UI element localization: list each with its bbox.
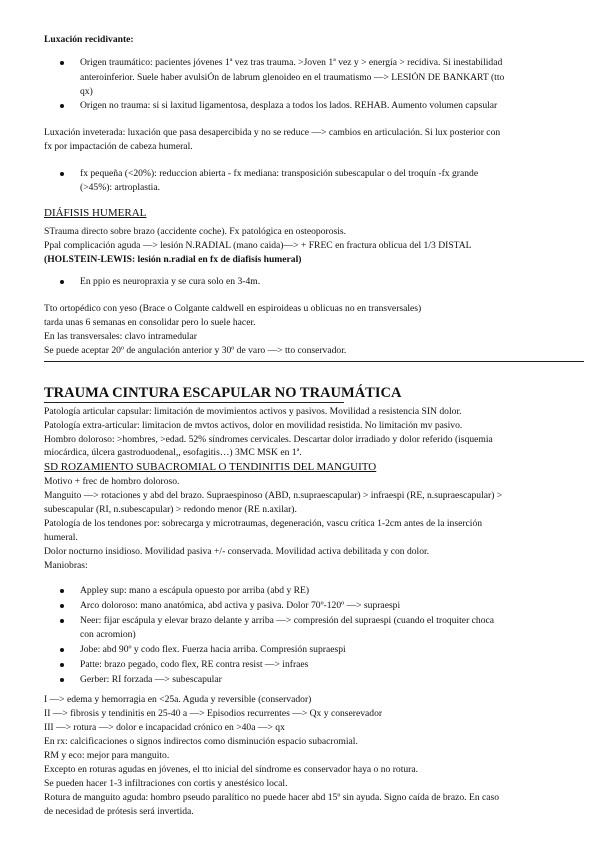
bullet — [60, 604, 64, 608]
text-line: Patología de los tendones por: sobrecarga y microtraumas, degeneración, vascu crítica 1-2cm antes de la inserción — [44, 518, 483, 529]
text-line: II —> fibrosis y tendinitis en 25-40 a —> Episodios recurrentes —> Qx y conserevador — [44, 708, 383, 719]
text-line: (>45%): artroplastia. — [80, 182, 161, 193]
text-line: En ppio es neuropraxia y se cura solo en 3-4m. — [80, 276, 261, 287]
text-line: Luxación inveterada: luxación que pasa desapercibida y no se reduce —> cambios en articulación. Si lux posterior con — [44, 127, 501, 138]
text-line: STrauma directo sobre brazo (accidente coche). Fx patológica en osteoporosis. — [44, 226, 347, 237]
text-line: En las transversales: clavo intramedular — [44, 331, 197, 342]
bullet — [60, 648, 64, 652]
title-underline — [44, 402, 344, 403]
text-line: Ppal complicación aguda —> lesión N.RADIAL (mano caida)—> + FREC en fractura oblicua del 1/3 DISTAL — [44, 240, 472, 251]
text-line: Se puede aceptar 20º de angulación anterior y 30º de varo —> tto conservador. — [44, 345, 347, 356]
divider-line — [44, 361, 584, 362]
bullet — [60, 104, 64, 108]
text-line: Rotura de manguito aguda: hombro pseudo paralítico no puede hacer abd 15º sin ayuda. Signo caída de brazo. En caso — [44, 792, 500, 803]
text-line: Maniobras: — [44, 560, 88, 571]
text-line: Patología extra-articular: limitacion de mvtos activos, dolor en movilidad resistida. No limitación mv pasivo. — [44, 420, 463, 431]
text-line: III —> rotura —> dolor e incapacidad crónico en >40a —> qx — [44, 722, 285, 733]
text-line: humeral. — [44, 532, 78, 543]
bullet — [60, 619, 64, 623]
text-line: Patte: brazo pegado, codo flex, RE contra resist —> infraes — [80, 659, 309, 670]
text-line: En rx: calcificaciones o signos indirectos como disminución espacio subacromial. — [44, 736, 358, 747]
text-line: Dolor nocturno insidioso. Movilidad pasiva +/- conservada. Movilidad activa debilitada y con dolor. — [44, 546, 430, 557]
text-line: tarda unas 6 semanas en consolidar pero lo suele hacer. — [44, 317, 256, 328]
bullet — [60, 663, 64, 667]
section-title-luxacion-recidivante: Luxación recidivante: — [44, 34, 134, 45]
text-line: Hombro doloroso: >hombres, >edad. 52% síndromes cervicales. Descartar dolor irradiado y dolor referido (isquemia — [44, 434, 493, 445]
text-line: Motivo + frec de hombro doloroso. — [44, 476, 180, 487]
subsection-title-sd-rozamiento: SD ROZAMIENTO SUBACROMIAL O TENDINITIS DEL MANGUITO — [44, 461, 377, 473]
text-line: Tto ortopédico con yeso (Brace o Colgante caldwell en espiroideas u oblicuas no en transversales) — [44, 303, 422, 314]
bullet — [60, 61, 64, 65]
text-line: Se pueden hacer 1-3 infiltraciones con cortis y anestésico local. — [44, 778, 288, 789]
bullet — [60, 280, 64, 284]
text-line: (HOLSTEIN-LEWIS: lesión n.radial en fx de diafisis humeral) — [44, 254, 302, 265]
text-line: Neer: fijar escápula y elevar brazo delante y arriba —> compresión del supraespi (cuando el troquiter choca — [80, 615, 495, 626]
text-line: Patología articular capsular: limitación de movimientos activos y pasivos. Movilidad a resistencia SIN dolor. — [44, 406, 462, 417]
text-line: Origen traumático: pacientes jóvenes 1ª vez tras trauma. >Joven 1ª vez y > energía > recidiva. Si inestabilidad — [80, 57, 503, 68]
text-line: miocárdica, úlcera gastroduodenal,, esofagitis…) 3MC MSK en 1ª. — [44, 447, 302, 458]
text-line: subescapular (RI, n.subescapular) > redondo menor (RE n.axilar). — [44, 504, 297, 515]
text-line: Excepto en roturas agudas en jóvenes, el tto inicial del síndrome es conservador haya o no rotura. — [44, 764, 419, 775]
text-line: Jobe: abd 90º y codo flex. Fuerza hacia arriba. Compresión supraespi — [80, 644, 346, 655]
text-line: I —> edema y hemorragia en <25a. Aguda y reversible (conservador) — [44, 694, 312, 705]
text-line: RM y eco: mejor para manguito. — [44, 750, 170, 761]
text-line: fx por impactación de cabeza humeral. — [44, 141, 193, 152]
bullet — [60, 678, 64, 682]
text-line: Manguito —> rotaciones y abd del brazo. Supraespinoso (ABD, n.supraescapular) > infraespi (RE, n.supraescapular) > — [44, 490, 503, 501]
bullet — [60, 589, 64, 593]
text-line: Origen no trauma: si si laxitud ligamentosa, desplaza a todos los lados. REHAB. Aumento volumen capsular — [80, 100, 498, 111]
text-line: de necesidad de prótesis será invertida. — [44, 806, 194, 817]
section-title-trauma-cintura: TRAUMA CINTURA ESCAPULAR NO TRAUMÁTICA — [44, 385, 402, 401]
text-line: qx) — [80, 86, 93, 97]
text-line: Gerber: RI forzada —> subescapular — [80, 674, 222, 685]
section-title-diafisis-humeral: DIÁFISIS HUMERAL — [44, 207, 147, 219]
text-line: Arco doloroso: mano anatómica, abd activa y pasiva. Dolor 70º-120º —> supraespi — [80, 600, 401, 611]
text-line: con acromion) — [80, 629, 136, 640]
text-line: fx pequeña (<20%): reduccion abierta - fx mediana: transposición subescapular o del troquín -fx grande — [80, 168, 479, 179]
text-line: Appley sup: mano a escápula opuesto por arriba (abd y RE) — [80, 585, 310, 596]
text-line: anteroinferior. Suele haber avulsiÓn de labrum glenoideo en el traumatismo —> LESIÓN DE BANKART (tto — [80, 72, 505, 83]
bullet — [60, 172, 64, 176]
